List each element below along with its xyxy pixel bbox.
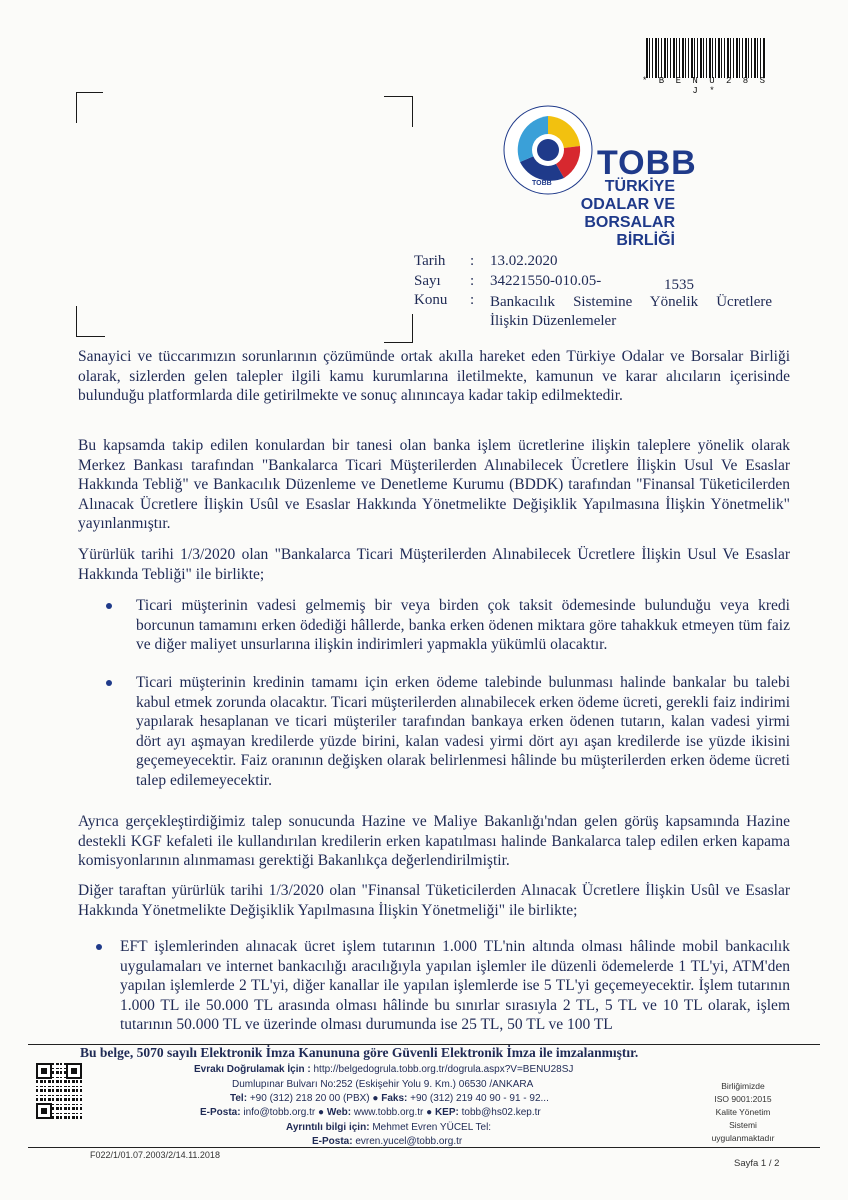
contact-email-line bbox=[312, 1136, 462, 1147]
bullet-dot bbox=[106, 680, 112, 686]
barcode-code: * B E N U 2 8 S J * bbox=[641, 76, 768, 96]
bullet-eft-fees: EFT işlemlerinden alınacak ücret işlem tutarının 1.000 TL'nin altında olması hâlinde mobil bankacılık uygulamaları ve internet bankacılığı aracılığıyla yapılan işlemler ile düzenli ödemelerde 1 TL'yi, ATM'den yapılan işlemlerde 2 TL'yi, diğer kanallar ile yapılan işlemlerde ise 5 TL'yi geçemeyecektir. İşlem tutarının 1.000 TL ile 50.000 TL arasında olması hâlinde bu sınırlar sırasıyla 2 TL, 5 TL ve 10 TL olarak, işlem tutarının 50.000 TL ve üzerinde olması durumunda ise 25 TL, 50 TL ve 100 TL bbox=[120, 938, 790, 1033]
corner-mark-bottom-left bbox=[76, 306, 105, 337]
logo-subtitle-line1: TÜRKİYE bbox=[604, 178, 675, 195]
web-link[interactable]: www.tobb.org.tr bbox=[353, 1107, 424, 1118]
phone-fax-line bbox=[230, 1093, 549, 1104]
bullet-dot bbox=[106, 603, 112, 609]
contact-email-label: E-Posta: bbox=[312, 1136, 353, 1147]
form-code: F022/1/01.07.2003/2/14.11.2018 bbox=[90, 1150, 220, 1160]
email-link[interactable]: info@tobb.org.tr bbox=[243, 1107, 316, 1118]
contact-line bbox=[286, 1122, 491, 1133]
iso-line3: Kalite Yönetim bbox=[715, 1107, 771, 1117]
address: Dumlupınar Bulvarı No:252 (Eskişehir Yolu 9. Km.) 06530 /ANKARA bbox=[232, 1079, 534, 1090]
number-separator: : bbox=[470, 273, 475, 289]
separator-dot: ● bbox=[426, 1107, 433, 1118]
number-suffix: 1535 bbox=[664, 277, 694, 293]
separator-dot: ● bbox=[372, 1093, 379, 1104]
kep-label: KEP: bbox=[434, 1107, 459, 1118]
logo-subtitle-line3: BİRLİĞİ bbox=[616, 232, 675, 249]
fax-label: Faks: bbox=[381, 1093, 408, 1104]
iso-line2: ISO 9001:2015 bbox=[714, 1094, 772, 1104]
logo-subtitle-line2: ODALAR VE BORSALAR bbox=[580, 196, 675, 231]
subject-value-line1: Bankacılık Sistemine Yönelik Ücretlere bbox=[490, 294, 772, 310]
iso-line1: Birliğimizde bbox=[721, 1081, 765, 1091]
verify-link[interactable]: http://belgedogrula.tobb.org.tr/dogrula.aspx?V=BENU28SJ bbox=[313, 1064, 574, 1075]
date-label: Tarih bbox=[414, 253, 446, 269]
web-label: Web: bbox=[326, 1107, 352, 1118]
date-value: 13.02.2020 bbox=[490, 253, 558, 269]
barcode bbox=[646, 38, 766, 78]
iso-line5: uygulanmaktadır bbox=[711, 1133, 775, 1143]
subject-value-line2: İlişkin Düzenlemeler bbox=[490, 313, 617, 329]
number-label: Sayı bbox=[414, 273, 441, 289]
logo-inner-text: TOBB bbox=[532, 180, 552, 187]
logo-title: TOBB bbox=[597, 144, 697, 182]
separator-dot: ● bbox=[317, 1107, 325, 1118]
contact-email-link[interactable]: evren.yucel@tobb.org.tr bbox=[355, 1136, 463, 1147]
iso-notice bbox=[700, 1080, 786, 1145]
qr-finder bbox=[66, 1063, 82, 1079]
fax-value: +90 (312) 219 40 90 - 91 - 92... bbox=[410, 1093, 549, 1104]
tel-value: +90 (312) 218 20 00 (PBX) bbox=[249, 1093, 370, 1104]
qr-code bbox=[36, 1063, 82, 1119]
subject-separator: : bbox=[470, 292, 475, 308]
corner-mark-bottom-right bbox=[384, 314, 413, 343]
corner-mark-top-right bbox=[384, 96, 413, 127]
email-web-line bbox=[200, 1107, 541, 1118]
paragraph-intro: Sanayici ve tüccarımızın sorunlarının çözümünde ortak akılla hareket eden Türkiye Odalar ve Borsalar Birliği olarak, sizlerden gelen talepler ilgili kamu kurumlarına iletilmekte, kamunun ve karar alıcıların içerisinde bulunduğu platformlarda dile getirilmekte ve sonuç alınıncaya kadar takip edilmektedir. bbox=[78, 348, 790, 404]
paragraph-consumer-intro: Diğer taraftan yürürlük tarihi 1/3/2020 olan "Finansal Tüketicilerden Alınacak Ücretlere İlişkin Usûl ve Esaslar Hakkında Yönetmelikte Değişiklik Yapılmasına İlişkin Yönetmeliği" ile birlikte; bbox=[78, 882, 790, 919]
contact-value: Mehmet Evren YÜCEL Tel: bbox=[372, 1122, 492, 1133]
esign-notice: Bu belge, 5070 sayılı Elektronik İmza Kanununa göre Güvenli Elektronik İmza ile imzalanmıştır. bbox=[80, 1045, 639, 1060]
verify-line bbox=[194, 1064, 573, 1075]
bullet-early-payment-fee: Ticari müşterinin kredinin tamamı için erken ödeme talebinde bulunması halinde bankalar bu talebi kabul etmek zorunda olacaktır. Ticari müşterilerden alınabilecek erken ödeme ücreti, gerekli faiz indirimi yapılarak hesaplanan ve ticari müşteriler tarafından bankaya erken ödenen tutarın, kalan vadesi yirmi dört ayı aşmayan kredilerde yüzde birini, kalan vadesi yirmi dört ayı aşan kredilerde ise yüzde ikisini geçemeyecektir. Faiz oranının değişken olarak belirlenmesi hâlinde bu müşterilerden erken ödeme ücreti talep edilemeyecektir. bbox=[136, 674, 790, 789]
logo-subtitle bbox=[530, 178, 675, 250]
corner-mark-top-left bbox=[76, 92, 103, 123]
bullet-early-payment-discount: Ticari müşterinin vadesi gelmemiş bir veya birden çok taksit ödemesinde bulunduğu veya kredi borcunun tamamını erken ödediği hâllerde, banka erken ödenen miktara göre tahakkuk etmeyen tüm faiz ve diğer maliyet unsurlarına ilişkin indirimleri yapmakla yükümlü olacaktır. bbox=[136, 597, 790, 653]
qr-finder bbox=[36, 1063, 52, 1079]
number-value: 34221550-010.05- bbox=[490, 273, 602, 289]
email-label: E-Posta: bbox=[200, 1107, 241, 1118]
kep-link[interactable]: tobb@hs02.kep.tr bbox=[461, 1107, 541, 1118]
subject-label: Konu bbox=[414, 292, 448, 308]
paragraph-regulations: Bu kapsamda takip edilen konulardan bir tanesi olan banka işlem ücretlerine ilişkin taleplere yönelik olarak Merkez Bankası tarafından "Bankalarca Ticari Müşterilerden Alınabilecek Ücretlere İlişkin Usul Ve Esaslar Hakkında Tebliğ" ve Bankacılık Düzenleme ve Denetleme Kurumu (BDDK) tarafından "Finansal Tüketicilerden Alınacak Ücretlere İlişkin Usûl ve Esaslar Hakkında Yönetmelikte Değişiklik Yapılmasına İlişkin Yönetmelik" yayınlanmıştır. bbox=[78, 437, 790, 532]
paragraph-kgf: Ayrıca gerçekleştirdiğimiz talep sonucunda Hazine ve Maliye Bakanlığı'ndan gelen görüş kapsamında Hazine destekli KGF kefaleti ile kullandırılan kredilerin erken kapatılması halinde Bankalarca talep edilen erken kapama komisyonlarının alınmaması gerektiği Bakanlıkça değerlendirilmiştir. bbox=[78, 813, 790, 869]
date-separator: : bbox=[470, 253, 475, 269]
bullet-dot bbox=[96, 944, 102, 950]
paragraph-commercial-intro: Yürürlük tarihi 1/3/2020 olan "Bankalarca Ticari Müşterilerden Alınabilecek Ücretlere İlişkin Usul Ve Esaslar Hakkında Tebliği" ile birlikte; bbox=[78, 546, 790, 583]
contact-label: Ayrıntılı bilgi için: bbox=[286, 1122, 370, 1133]
footer-bottom-divider bbox=[28, 1147, 820, 1148]
verify-label: Evrakı Doğrulamak İçin : bbox=[194, 1064, 311, 1075]
qr-finder bbox=[36, 1103, 52, 1119]
iso-line4: Sistemi bbox=[729, 1120, 757, 1130]
tel-label: Tel: bbox=[230, 1093, 248, 1104]
page-number: Sayfa 1 / 2 bbox=[734, 1158, 780, 1169]
